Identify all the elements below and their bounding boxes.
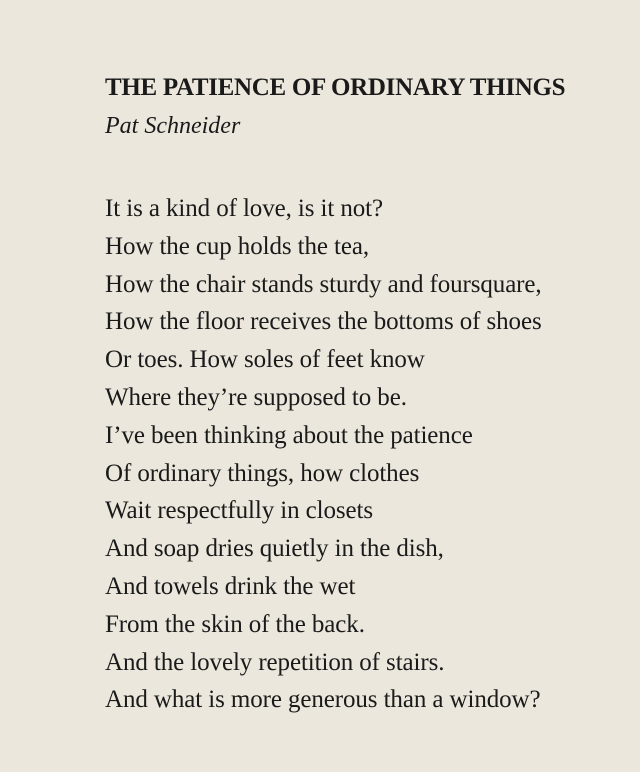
poem-line: It is a kind of love, is it not? bbox=[105, 195, 384, 222]
poem-line: How the floor receives the bottoms of shoes bbox=[105, 308, 542, 336]
poem-line: From the skin of the back. bbox=[105, 610, 365, 638]
poem-body bbox=[105, 190, 625, 719]
poem-line: How the cup holds the tea, bbox=[105, 232, 370, 260]
poem-line: I’ve been thinking about the patience bbox=[105, 421, 473, 449]
poem-line: Where they’re supposed to be. bbox=[105, 383, 407, 411]
poem bbox=[105, 70, 625, 719]
poem-line: And soap dries quietly in the dish, bbox=[105, 535, 444, 563]
poem-title: THE PATIENCE OF ORDINARY THINGS bbox=[105, 74, 566, 101]
poem-line: Or toes. How soles of feet know bbox=[105, 346, 425, 374]
poem-author: Pat Schneider bbox=[105, 113, 241, 139]
poem-line: Wait respectfully in closets bbox=[105, 497, 374, 525]
poem-line: And towels drink the wet bbox=[105, 572, 356, 600]
poem-line: And what is more generous than a window? bbox=[105, 686, 541, 714]
poem-line: How the chair stands sturdy and foursquare, bbox=[105, 270, 542, 298]
poem-line: Of ordinary things, how clothes bbox=[105, 459, 420, 487]
poem-line: And the lovely repetition of stairs. bbox=[105, 648, 445, 676]
